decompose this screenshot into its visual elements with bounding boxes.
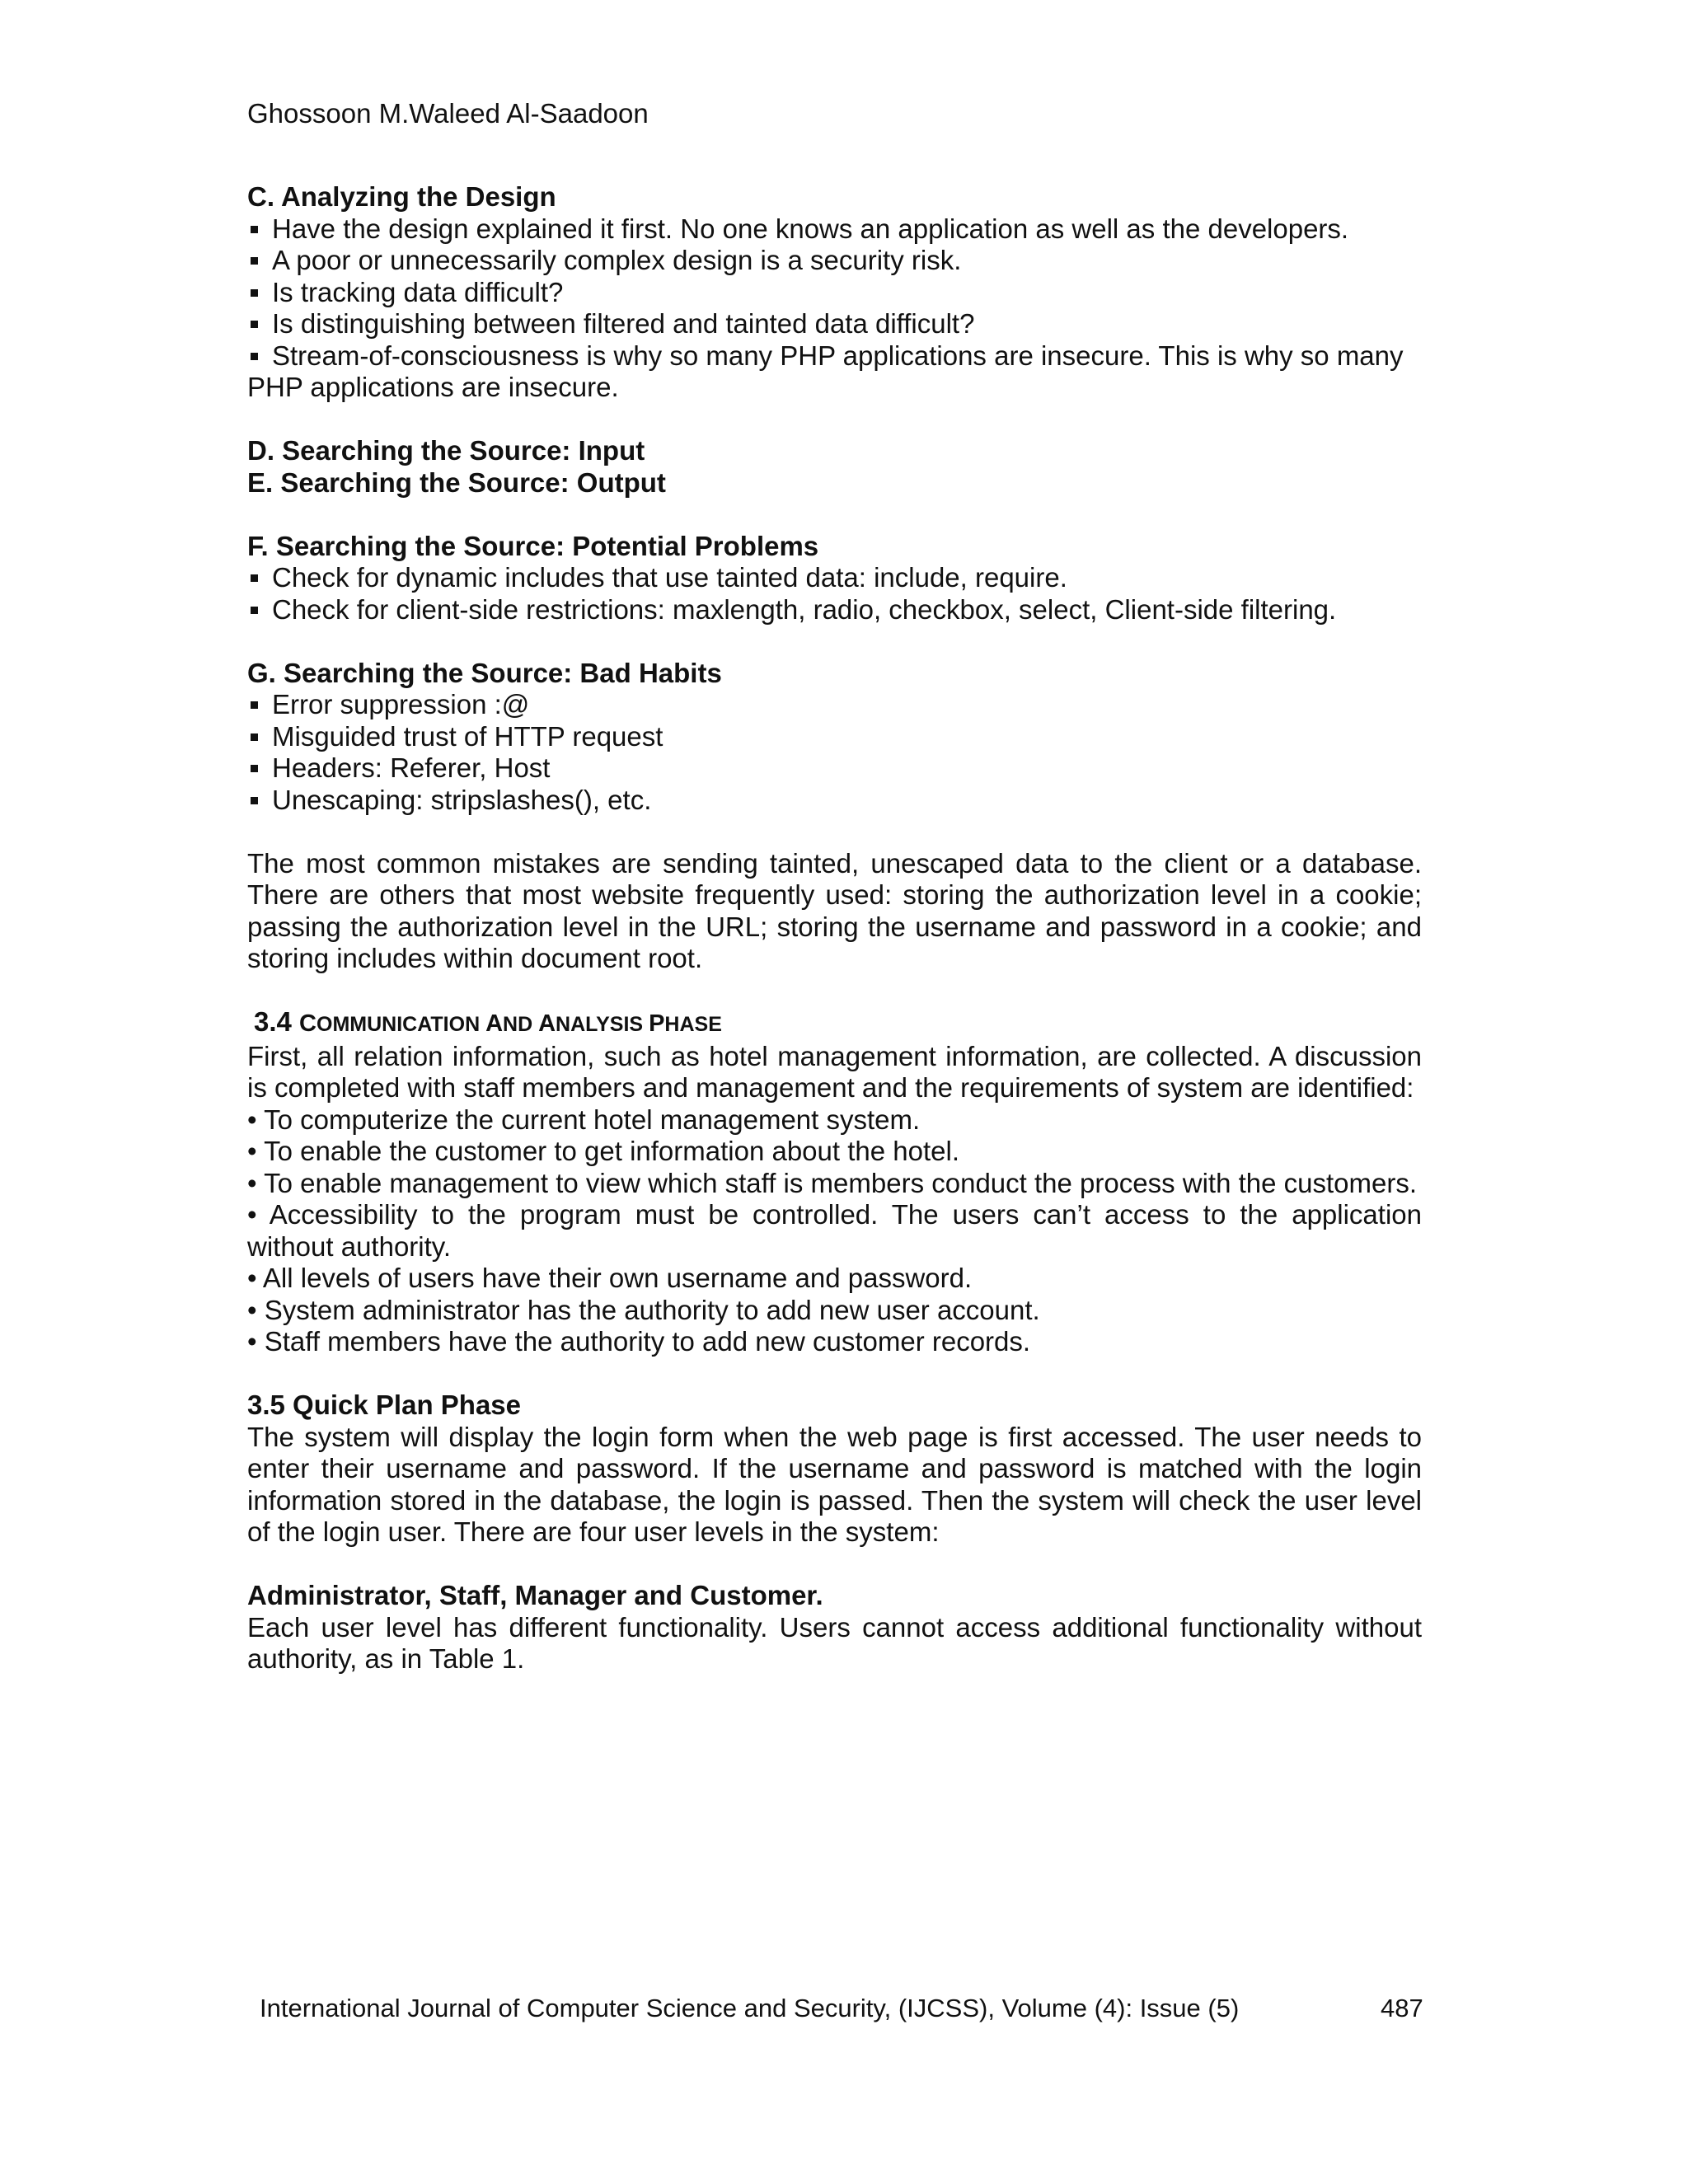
heading-small-caps-initial: A	[485, 1010, 504, 1037]
heading-small-caps-rest: HASE	[664, 1013, 722, 1036]
section-g-bullet: Unescaping: stripslashes(), etc.	[247, 785, 1422, 817]
heading-small-caps-initial: C	[299, 1010, 316, 1037]
section-f-bullet: Check for dynamic includes that use tainted data: include, require.	[247, 562, 1422, 594]
footer-page-number: 487	[1381, 1994, 1423, 2022]
section-f-heading: F. Searching the Source: Potential Problems	[247, 530, 819, 561]
section-f-bullet: Check for client-side restrictions: maxlength, radio, checkbox, select, Client-side filtering.	[247, 594, 1422, 626]
section-c-bullet: Is tracking data difficult?	[247, 277, 1422, 309]
section-3-4-list-item: • To enable management to view which staff is members conduct the process with the customers.	[247, 1167, 1418, 1198]
user-levels-heading: Administrator, Staff, Manager and Customer.	[247, 1580, 823, 1610]
section-c-bullet: Have the design explained it first. No one knows an application as well as the developers.	[247, 213, 1422, 246]
section-3-5-heading: 3.5 Quick Plan Phase	[247, 1390, 521, 1420]
section-c-heading: C. Analyzing the Design	[247, 181, 556, 212]
section-c-bullet-continuation: PHP applications are insecure.	[247, 372, 619, 402]
page-footer	[260, 1993, 1423, 2024]
section-3-4-list-item: • System administrator has the authority to add new user account.	[247, 1294, 1040, 1325]
section-3-4-number: 3.4	[254, 1006, 300, 1037]
running-header-author: Ghossoon M.Waleed Al-Saadoon	[247, 98, 649, 129]
section-3-4-list-item: • To computerize the current hotel management system.	[247, 1104, 921, 1135]
heading-small-caps-initial: P	[649, 1010, 665, 1037]
section-e-heading: E. Searching the Source: Output	[247, 466, 666, 498]
page-body	[247, 181, 1422, 1675]
section-c-bullet: A poor or unnecessarily complex design is a security risk.	[247, 245, 1422, 277]
section-3-4-list-item: • Accessibility to the program must be controlled. The users can’t access to the application without authority.	[247, 1199, 1422, 1262]
section-3-4-list-item: • Staff members have the authority to add new customer records.	[247, 1326, 1031, 1357]
section-g-heading: G. Searching the Source: Bad Habits	[247, 657, 722, 688]
heading-small-caps-rest: ND	[503, 1013, 539, 1036]
section-c-bullet: Stream-of-consciousness is why so many PHP applications are insecure. This is why so many	[247, 340, 1422, 373]
user-levels-paragraph: Each user level has different functionality. Users cannot access additional functionality without authority, as in Table 1.	[247, 1611, 1422, 1674]
heading-small-caps-rest: NALYSIS	[556, 1013, 649, 1036]
footer-journal-citation: International Journal of Computer Science and Security, (IJCSS), Volume (4): Issue (5)	[260, 1994, 1240, 2022]
section-g-bullet: Headers: Referer, Host	[247, 752, 1422, 785]
section-3-4-intro-paragraph: First, all relation information, such as hotel management information, are collected. A discussion is completed with staff members and management and the requirements of system are identified:	[247, 1040, 1422, 1103]
section-g-bullet: Error suppression :@	[247, 689, 1422, 721]
section-g-bullet: Misguided trust of HTTP request	[247, 721, 1422, 753]
section-3-4-list-item: • All levels of users have their own username and password.	[247, 1263, 973, 1293]
section-d-heading: D. Searching the Source: Input	[247, 435, 645, 466]
section-3-5-paragraph: The system will display the login form when the web page is first accessed. The user needs to enter their username and password. If the username and password is matched with the login information stored in the database, the login is passed. Then the system will check the user level of the login user. There are four user levels in the system:	[247, 1421, 1422, 1547]
heading-small-caps-initial: A	[538, 1010, 556, 1037]
heading-small-caps-rest: OMMUNICATION	[316, 1013, 486, 1036]
section-3-4-list-item: • To enable the customer to get information about the hotel.	[247, 1136, 959, 1166]
common-mistakes-paragraph: The most common mistakes are sending tainted, unescaped data to the client or a database. There are others that most website frequently used: storing the authorization level in a cookie; passing the authorization level in the URL; storing the username and password in a cookie; and storing includes within document root.	[247, 847, 1422, 973]
section-c-bullet: Is distinguishing between filtered and tainted data difficult?	[247, 308, 1422, 340]
section-3-4-heading	[247, 1006, 1422, 1041]
